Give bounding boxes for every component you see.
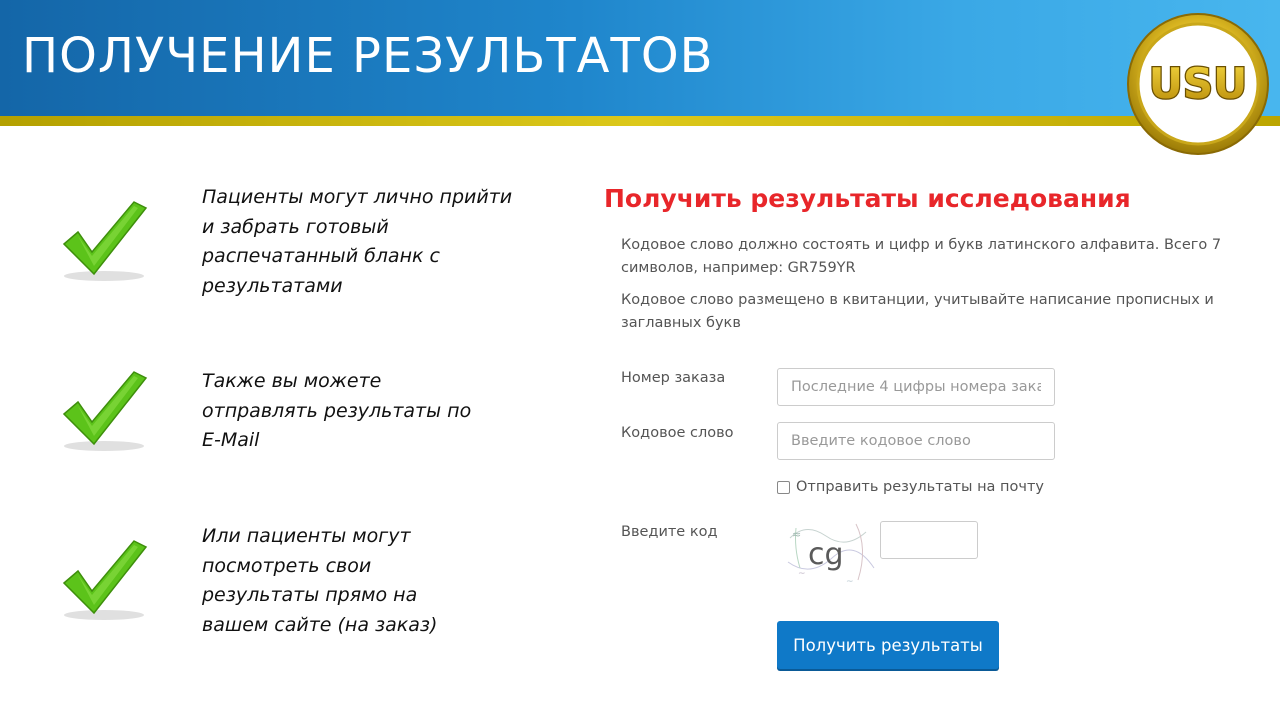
email-checkbox[interactable] bbox=[777, 481, 790, 494]
codeword-label: Кодовое слово bbox=[621, 425, 734, 441]
check-icon bbox=[58, 535, 150, 621]
order-number-input[interactable] bbox=[777, 368, 1055, 406]
form-title: Получить результаты исследования bbox=[604, 184, 1131, 213]
feature-text-email: Также вы можете отправлять результаты по E-Mail bbox=[202, 370, 472, 451]
page-title: ПОЛУЧЕНИЕ РЕЗУЛЬТАТОВ bbox=[22, 28, 714, 84]
check-icon bbox=[58, 196, 150, 282]
captcha-label: Введите код bbox=[621, 524, 718, 540]
email-checkbox-label: Отправить результаты на почту bbox=[796, 479, 1044, 495]
check-icon bbox=[58, 366, 150, 452]
form-info-codeword-location: Кодовое слово размещено в квитанции, учитывайте написание прописных и заглавных букв bbox=[621, 292, 1214, 331]
svg-text:~: ~ bbox=[846, 577, 854, 587]
captcha-text: cg bbox=[808, 537, 844, 572]
logo-text: USU bbox=[1148, 59, 1248, 108]
email-checkbox-row[interactable] bbox=[777, 479, 1044, 495]
get-results-button[interactable]: Получить результаты bbox=[777, 621, 999, 669]
header-stripe bbox=[0, 116, 1280, 126]
form-info-codeword-format: Кодовое слово должно состоять и цифр и букв латинского алфавита. Всего 7 символов, например: GR759YR bbox=[621, 237, 1222, 276]
order-number-label: Номер заказа bbox=[621, 370, 726, 386]
feature-text-website: Или пациенты могут посмотреть свои результаты прямо на вашем сайте (на заказ) bbox=[202, 525, 438, 636]
captcha-input[interactable] bbox=[880, 521, 978, 559]
feature-text-pickup: Пациенты могут лично прийти и забрать готовый распечатанный бланк с результатами bbox=[202, 186, 513, 297]
codeword-input[interactable] bbox=[777, 422, 1055, 460]
header-banner bbox=[0, 0, 1280, 116]
captcha-image bbox=[786, 518, 876, 590]
usu-logo bbox=[1126, 12, 1270, 156]
svg-text:~: ~ bbox=[798, 569, 806, 579]
svg-text:≈: ≈ bbox=[792, 528, 802, 541]
